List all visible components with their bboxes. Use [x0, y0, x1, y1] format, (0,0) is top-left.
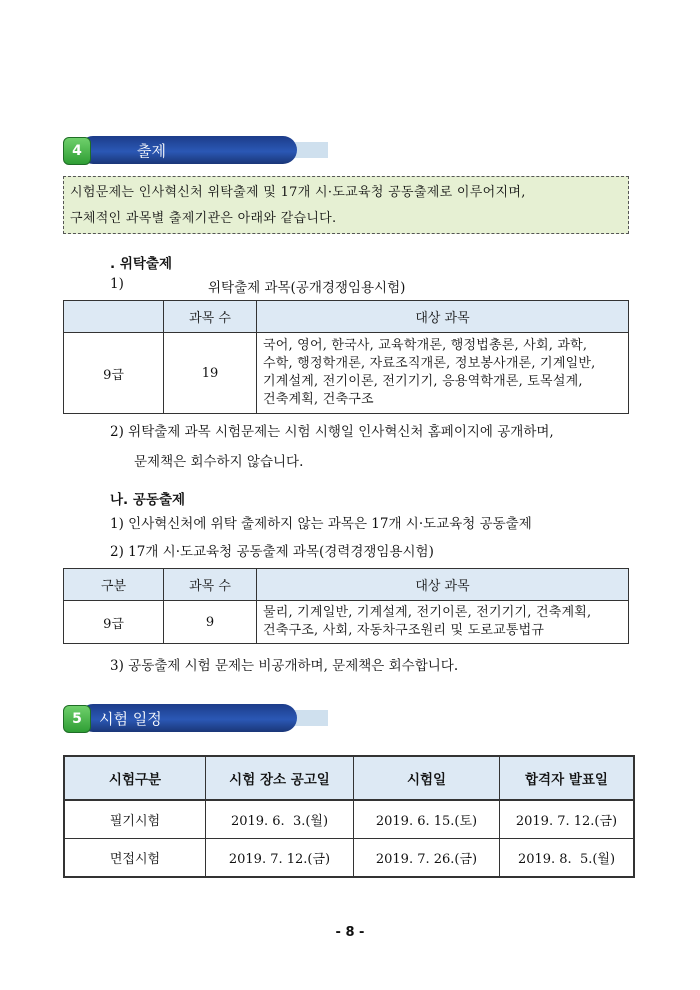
- section-title: 시험 일정: [99, 710, 162, 728]
- section-number-badge: 5: [63, 705, 91, 733]
- section-header-pill: [79, 136, 297, 164]
- table-header-cell: [64, 301, 164, 333]
- subsection-ga-heading: . 위탁출제: [110, 256, 172, 272]
- subjects-line: 기계설계, 전기이론, 전기기기, 응용역학개론, 토목설계,: [263, 374, 583, 389]
- na-item-3: 3) 공동출제 시험 문제는 비공개하며, 문제책은 회수합니다.: [110, 658, 459, 674]
- section-5-header: [63, 704, 328, 732]
- table-cell: 2019. 6. 3.(월): [206, 800, 354, 839]
- table-row: [64, 601, 629, 644]
- section-title: 출제: [137, 142, 166, 160]
- subjects-line: 물리, 기계일반, 기계설계, 전기이론, 전기기기, 건축계획,: [263, 605, 592, 620]
- count-cell: 19: [164, 333, 257, 414]
- table-cell: 2019. 8. 5.(월): [500, 839, 635, 878]
- grade-cell: 9급: [64, 601, 164, 644]
- na-item-2: 2) 17개 시·도교육청 공동출제 과목(경력경쟁임용시험): [110, 544, 434, 560]
- table-row: [64, 839, 634, 878]
- table-row: [64, 333, 629, 414]
- table-header-cell: 과목 수: [164, 301, 257, 333]
- table-cell: 2019. 6. 15.(토): [354, 800, 500, 839]
- subjects-line: 건축구조, 사회, 자동차구조원리 및 도로교통법규: [263, 623, 545, 638]
- ga-item-2-line-1: 2) 위탁출제 과목 시험문제는 시험 시행일 인사혁신처 홈페이지에 공개하며,: [110, 424, 554, 440]
- table-row: [64, 800, 634, 839]
- subjects-cell: [257, 601, 629, 644]
- table-header-cell: 과목 수: [164, 569, 257, 601]
- table-cell: 2019. 7. 12.(금): [500, 800, 635, 839]
- table-header-cell: 합격자 발표일: [500, 756, 635, 800]
- subjects-line: 건축계획, 건축구조: [263, 392, 374, 407]
- exam-schedule-table: [63, 755, 635, 878]
- commissioned-subjects-table: [63, 300, 629, 414]
- joint-subjects-table: [63, 568, 629, 644]
- table-header-cell: 시험 장소 공고일: [206, 756, 354, 800]
- table-cell: 필기시험: [64, 800, 206, 839]
- section-number-badge: 4: [63, 137, 91, 165]
- table-header-cell: 대상 과목: [257, 569, 629, 601]
- subjects-cell: [257, 333, 629, 414]
- ga-item-1-text: 위탁출제 과목(공개경쟁임용시험): [208, 280, 406, 296]
- table-header-cell: 구분: [64, 569, 164, 601]
- na-item-1: 1) 인사혁신처에 위탁 출제하지 않는 과목은 17개 시·도교육청 공동출제: [110, 516, 532, 532]
- section-4-header: [63, 136, 328, 164]
- table-cell: 면접시험: [109, 852, 161, 867]
- ga-item-1-number: 1): [110, 276, 124, 292]
- page-number: - 8 -: [335, 925, 365, 940]
- intro-line-2: 구체적인 과목별 출제기관은 아래와 같습니다.: [70, 211, 337, 226]
- subsection-na-heading: 나. 공동출제: [110, 492, 186, 508]
- subjects-line: 국어, 영어, 한국사, 교육학개론, 행정법총론, 사회, 과학,: [263, 338, 588, 353]
- table-cell: 2019. 7. 12.(금): [206, 839, 354, 878]
- table-header-row: [64, 301, 629, 333]
- grade-cell: 9급: [64, 333, 164, 414]
- intro-box: [63, 176, 629, 234]
- intro-line-1: 시험문제는 인사혁신처 위탁출제 및 17개 시·도교육청 공동출제로 이루어지며,: [70, 185, 526, 200]
- ga-item-2-line-2: 문제책은 회수하지 않습니다.: [134, 454, 304, 470]
- table-header-cell: 대상 과목: [257, 301, 629, 333]
- count-cell: 9: [164, 601, 257, 644]
- table-cell: 2019. 7. 26.(금): [354, 839, 500, 878]
- table-header-cell: 시험일: [354, 756, 500, 800]
- table-header-row: [64, 756, 634, 800]
- table-header-cell: 시험구분: [64, 756, 206, 800]
- table-header-row: [64, 569, 629, 601]
- subjects-line: 수학, 행정학개론, 자료조직개론, 정보봉사개론, 기계일반,: [263, 356, 596, 371]
